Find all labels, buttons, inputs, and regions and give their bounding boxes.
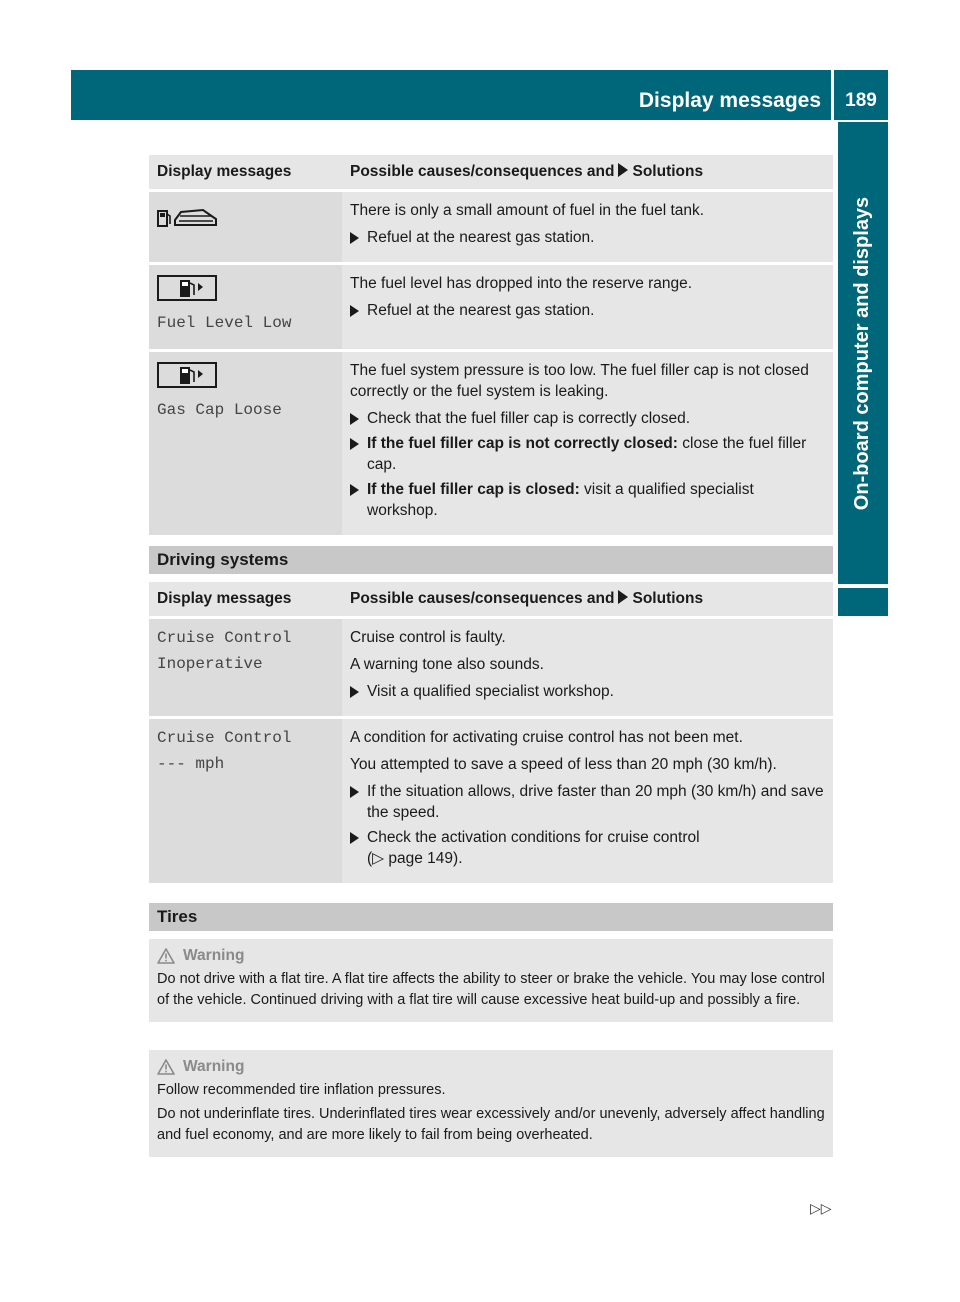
warning-box [149,1050,833,1157]
display-message-text: Cruise Control [157,629,292,647]
page-number: 189 [845,90,877,111]
display-message-cell [149,618,342,718]
cause-text: You attempted to save a speed of less than 20 mph (30 km/h). [350,756,777,773]
solution-arrow-icon [618,163,628,177]
warning-header [157,1056,825,1077]
display-message-text: --- mph [157,755,225,773]
table-row [149,191,833,264]
step-text: Refuel at the nearest gas station. [367,229,595,246]
solution-step [350,681,827,702]
warning-title: Warning [183,1058,245,1075]
warning-triangle-icon [157,1059,175,1075]
table-row [149,718,833,885]
solution-step [350,408,827,429]
continued-marker: ▷▷ [810,1200,832,1216]
display-message-cell [149,191,342,264]
step-arrow-icon [350,832,359,844]
solution-step [350,433,827,475]
column-header-causes-label: Possible causes/consequences and [350,163,615,180]
warning-text: Follow recommended tire inflation pressures. [157,1082,446,1098]
column-header-solutions-label: Solutions [632,163,704,180]
causes-solutions-cell [342,718,833,885]
cause-text: There is only a small amount of fuel in the fuel tank. [350,202,705,219]
causes-solutions-cell [342,191,833,264]
step-text: If the situation allows, drive faster than 20 mph (30 km/h) and save the speed. [367,783,824,821]
column-header-causes-solutions [342,155,833,191]
solution-step [350,300,827,321]
display-message-cell [149,264,342,351]
side-tab-marker [838,588,888,616]
table-header-row [149,155,833,191]
warning-triangle-icon [157,948,175,964]
column-header-causes-solutions [342,582,833,618]
warning-text: Do not underinflate tires. Underinflated tires wear excessively and/or unevenly, adversely affect handling and fuel economy, and are more likely to fail from being overheated. [157,1106,825,1143]
fuel-messages-table [149,155,833,538]
warning-header [157,945,825,966]
display-message-cell [149,718,342,885]
solution-arrow-icon [618,590,628,604]
cause-text: A condition for activating cruise control has not been met. [350,729,743,746]
cause-text: Cruise control is faulty. [350,629,506,646]
table-row [149,351,833,537]
display-message-text: Gas Cap Loose [157,401,282,419]
display-message-text: Inoperative [157,655,263,673]
solution-step [350,479,827,521]
warning-box [149,939,833,1022]
table-row [149,618,833,718]
chapter-side-tab [838,122,888,584]
page-header [71,70,888,120]
fuel-pump-icon [157,275,219,301]
step-arrow-icon [350,438,359,450]
step-arrow-icon [350,484,359,496]
causes-solutions-cell [342,264,833,351]
driving-messages-table [149,582,833,886]
step-text: Check the activation conditions for cruise control [367,829,700,846]
page-title: Display messages [638,89,821,112]
column-header-causes-label: Possible causes/consequences and [350,590,615,607]
step-text: visit a qualified specialist workshop. [367,481,754,519]
solution-step [350,781,827,823]
warning-title: Warning [183,947,245,964]
cause-text: A warning tone also sounds. [350,656,544,673]
step-arrow-icon [350,413,359,425]
table-row [149,264,833,351]
solution-step [350,827,827,869]
page-reference: (▷ page 149). [367,850,463,867]
column-header-solutions-label: Solutions [632,590,704,607]
causes-solutions-cell [342,618,833,718]
step-text: close the fuel filler cap. [367,435,807,473]
fuel-warning-car-icon [157,204,219,228]
display-message-cell [149,351,342,537]
table-header-row [149,582,833,618]
step-arrow-icon [350,232,359,244]
step-arrow-icon [350,686,359,698]
cause-text: The fuel level has dropped into the reserve range. [350,275,693,292]
step-arrow-icon [350,305,359,317]
display-message-text: Cruise Control [157,729,292,747]
step-condition: If the fuel filler cap is closed: [367,481,580,498]
step-text: Check that the fuel filler cap is correctly closed. [367,410,691,427]
fuel-pump-icon [157,362,219,388]
step-arrow-icon [350,786,359,798]
warning-text: Do not drive with a flat tire. A flat tire affects the ability to steer or brake the vehicle. You may lose control of the vehicle. Continued driving with a flat tire will cause excessive heat build-up and possibly a fire. [157,971,825,1008]
solution-step [350,227,827,248]
section-heading-tires: Tires [149,903,833,931]
column-header-display-messages: Display messages [149,582,342,618]
section-heading-driving-systems: Driving systems [149,546,833,574]
step-text: Visit a qualified specialist workshop. [367,683,614,700]
step-text: Refuel at the nearest gas station. [367,302,595,319]
display-message-text: Fuel Level Low [157,314,292,332]
causes-solutions-cell [342,351,833,537]
cause-text: The fuel system pressure is too low. The fuel filler cap is not closed correctly or the fuel system is leaking. [350,362,809,400]
step-condition: If the fuel filler cap is not correctly closed: [367,435,678,452]
column-header-display-messages: Display messages [149,155,342,191]
chapter-label: On-board computer and displays [851,196,874,510]
